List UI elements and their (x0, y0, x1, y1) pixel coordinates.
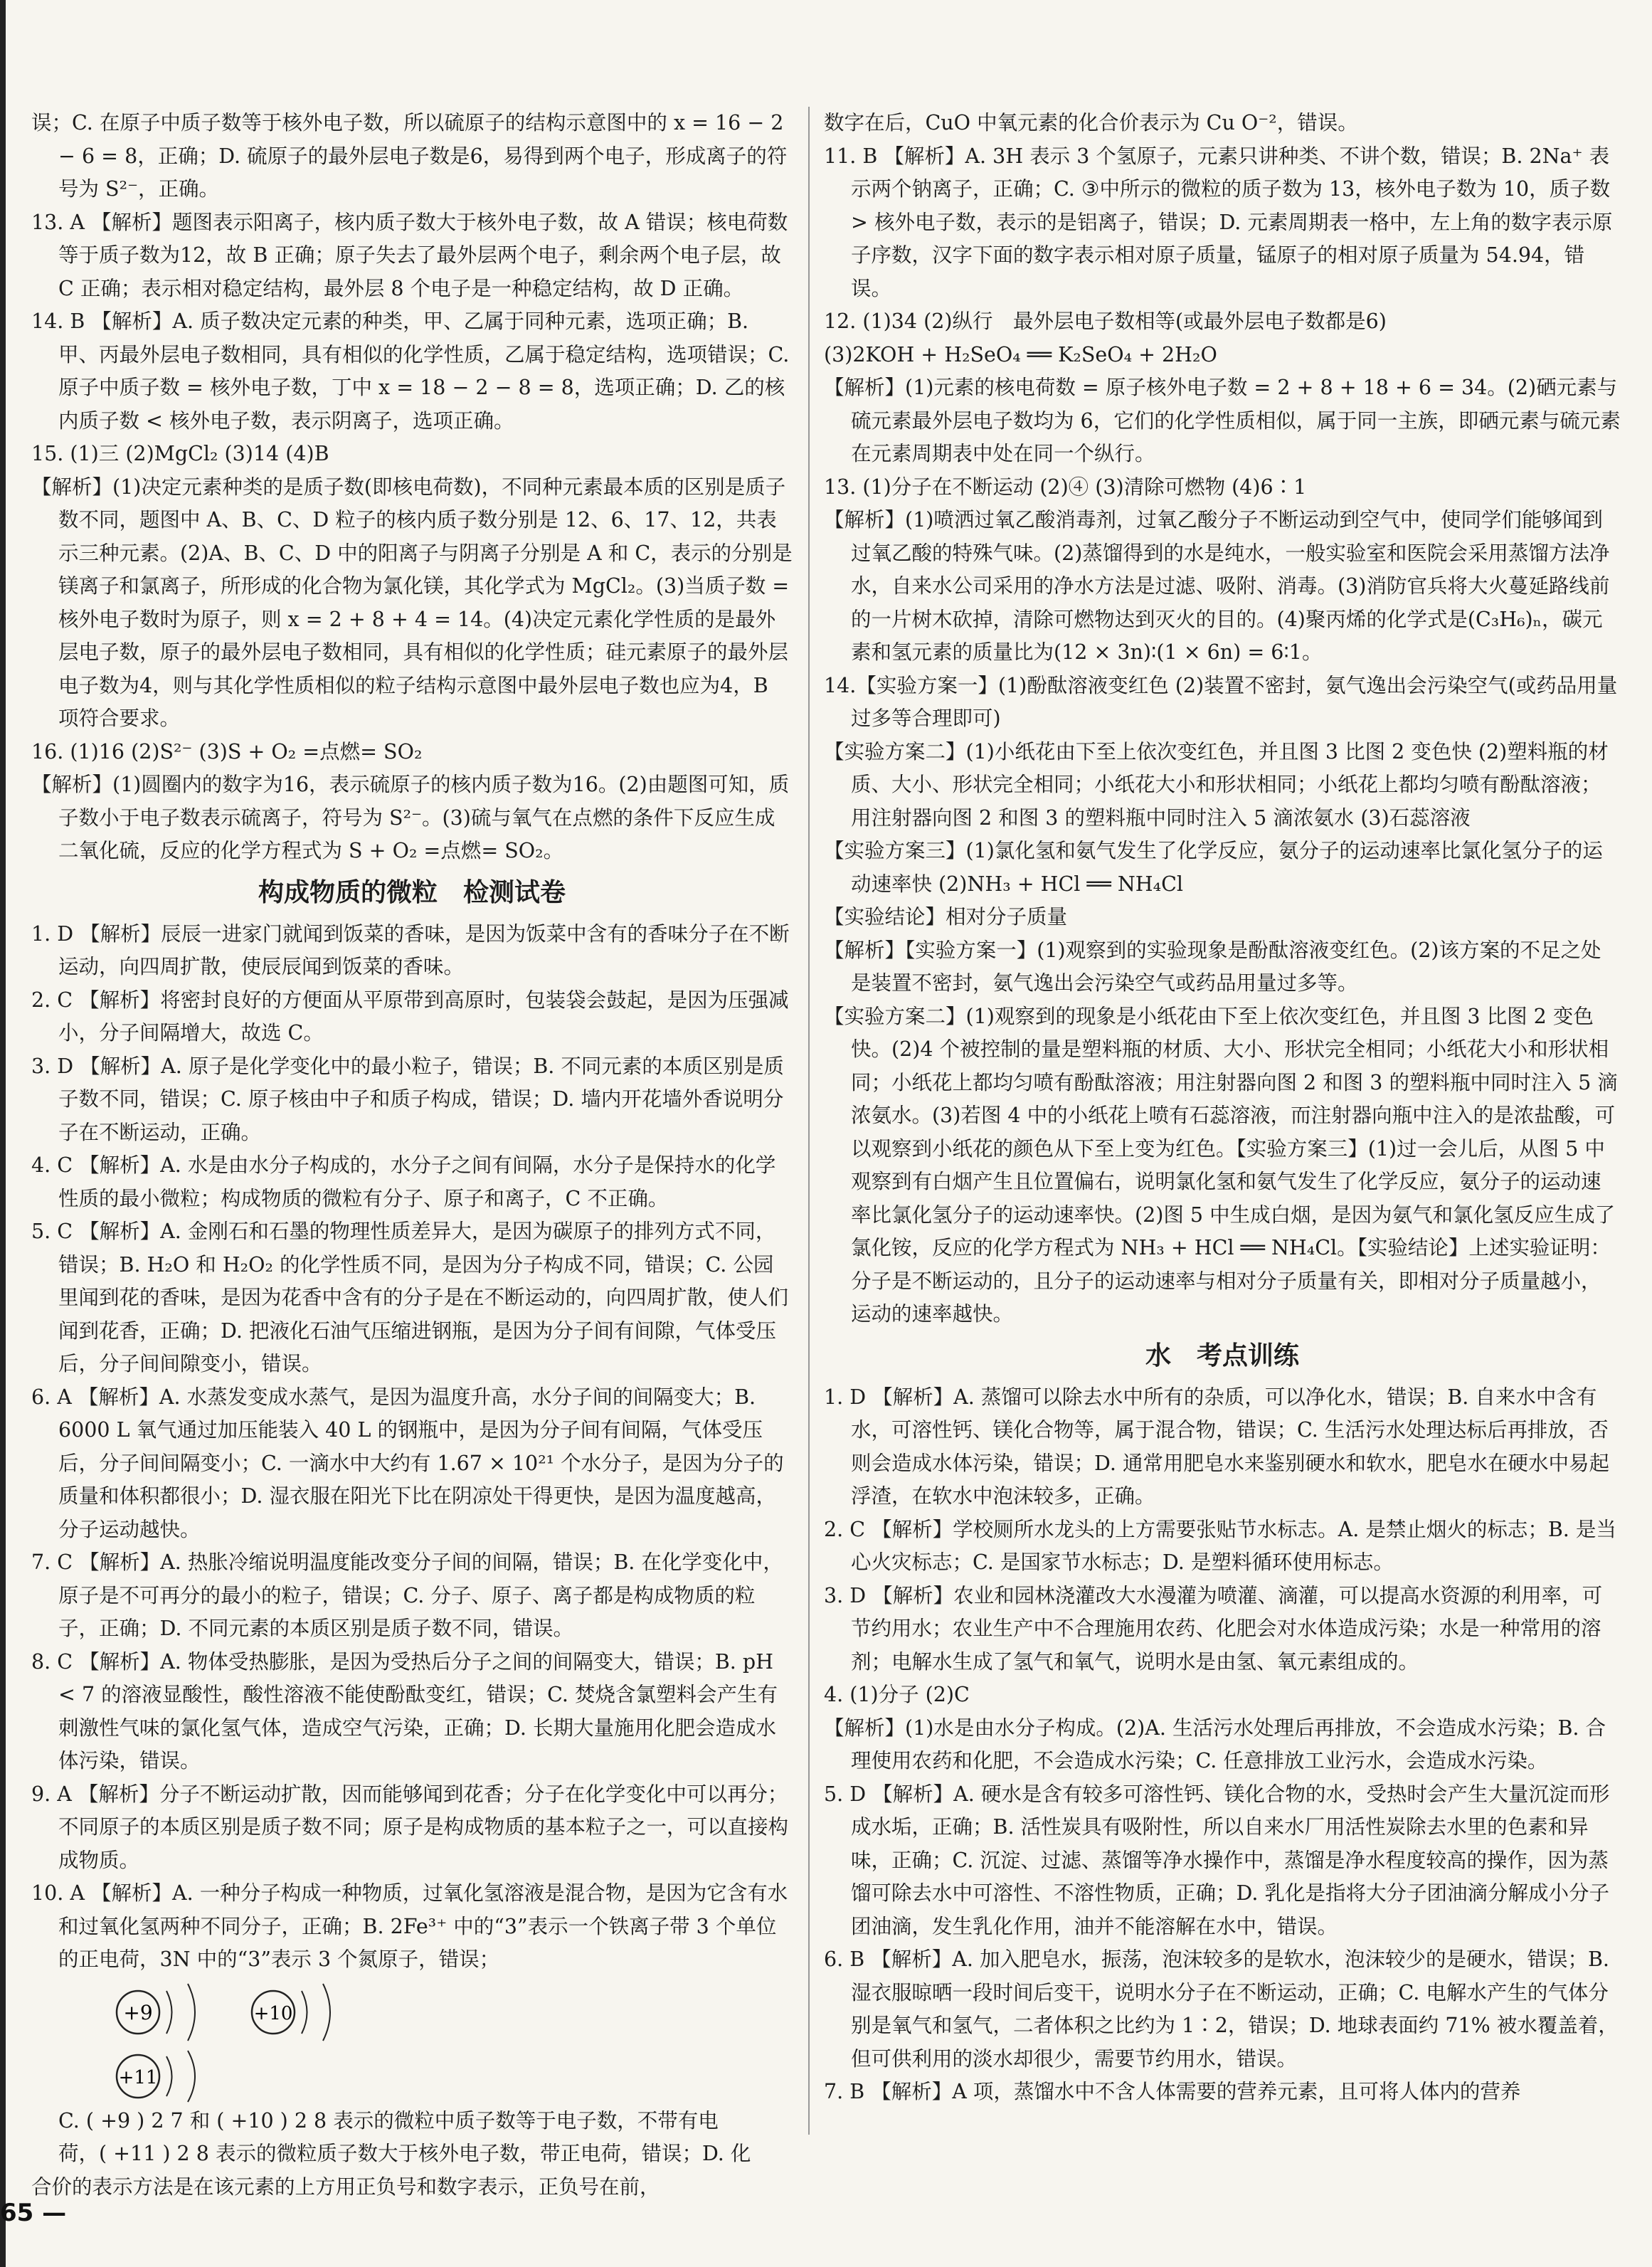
left-mid-answers (31, 918, 793, 1977)
left-top-answers (31, 107, 793, 868)
atom-diagram-a (117, 1984, 195, 2041)
section-title-water: 水 考点训练 (1145, 1341, 1299, 1370)
answer-paragraph: 13. (1)分子在不断运动 (2)④ (3)清除可燃物 (4)6∶1 (824, 475, 1307, 499)
atom-c-nucleus-label: +11 (118, 2066, 158, 2088)
answer-paragraph: (3)2KOH + H₂SeO₄ ══ K₂SeO₄ + 2H₂O (824, 342, 1217, 366)
answer-paragraph: 4. (1)分子 (2)C (824, 1683, 970, 1706)
right-top-answers (824, 107, 1621, 1331)
answer-paragraph: 【解析】【实验方案一】(1)观察到的实验现象是酚酞溶液变红色。(2)该方案的不足之处是装置不密封，氨气逸出会污染空气或药品用量过多等。 (824, 938, 1601, 995)
page-edge-bar (0, 0, 6, 2267)
answer-paragraph: 【实验结论】相对分子质量 (824, 905, 1068, 929)
answer-paragraph: 5. D 【解析】A. 硬水是含有较多可溶性钙、镁化合物的水，受热时会产生大量沉淀而形成水垢，正确；B. 活性炭具有吸附性，所以自来水厂用活性炭除去水里的色素和异味，正确；C. 沉淀、过滤、蒸馏等净水操作中，蒸馏是净水程度较高的操作，因为蒸馏可除去水中可溶性、不溶性物质，正确；D. 乳化是指将大分子团油滴分解成小分子团油滴，发生乳化作用，油并不能溶解在水中，错误。 (824, 1782, 1610, 1938)
answer-paragraph: 13. A 【解析】题图表示阳离子，核内质子数大于核外电子数，故 A 错误；核电荷数等于质子数为12，故 B 正确；原子失去了最外层两个电子，剩余两个电子层，故 C 正确；表示相对稳定结构，最外层 8 个电子是一种稳定结构，故 D 正确。 (31, 210, 788, 300)
atom-structure-diagrams (67, 1977, 793, 2105)
answer-paragraph: 4. C 【解析】A. 水是由水分子构成的，水分子之间有间隔，水分子是保持水的化学性质的最小微粒；构成物质的微粒有分子、原子和离子，C 不正确。 (31, 1153, 776, 1210)
answer-paragraph: 1. D 【解析】辰辰一进家门就闻到饭菜的香味，是因为饭菜中含有的香味分子在不断运动，向四周扩散，使辰辰闻到饭菜的香味。 (31, 921, 790, 978)
answer-paragraph: 1. D 【解析】A. 蒸馏可以除去水中所有的杂质，可以净化水，错误；B. 自来水中含有水，可溶性钙、镁化合物等，属于混合物，错误；C. 生活污水处理达标后再排放，否则会造成水体污染，错误；D. 通常用肥皂水来鉴别硬水和软水，肥皂水在硬水中易起浮渣，在软水中泡沫较多，正确。 (824, 1385, 1609, 1508)
right-column (824, 107, 1621, 2109)
answer-paragraph: 误；C. 在原子中质子数等于核外电子数，所以硫原子的结构示意图中的 x = 16 − 2 − 6 = 8，正确；D. 硫原子的最外层电子数是6，易得到两个电子，形成离子的符号为 S²⁻，正确。 (31, 111, 788, 201)
answer-paragraph: 14.【实验方案一】(1)酚酞溶液变红色 (2)装置不密封，氨气逸出会污染空气(或药品用量过多等合理即可) (824, 673, 1618, 730)
answer-paragraph: 【解析】(1)决定元素种类的是质子数(即核电荷数)，不同种元素最本质的区别是质子数不同，题图中 A、B、C、D 粒子的核内质子数分别是 12、6、17、12，共表示三种元素。(2)A、B、C、D 中的阳离子与阴离子分别是 A 和 C，表示的分别是镁离子和氯离子，所形成的化合物为氯化镁，其化学式为 MgCl₂。(3)当质子数 = 核外电子数时为原子，则 x = 2 + 8 + 4 = 14。(4)决定元素化学性质的是最外层电子数，原子的最外层电子数相同，具有相似的化学性质；硅元素原子的最外层电子数为4，则与其化学性质相似的粒子结构示意图中最外层电子数也应为4，B 项符合要求。 (31, 475, 793, 730)
answer-paragraph: 数字在后，CuO 中氧元素的化合价表示为 Cu O⁻²，错误。 (824, 111, 1358, 134)
atom-line-1: C. ( +9 ) 2 7 和 ( +10 ) 2 8 表示的微粒中质子数等于电子数，不带有电 (58, 2108, 719, 2133)
answer-paragraph: 合价的表示方法是在该元素的上方用正负号和数字表示，正负号在前， (31, 2174, 660, 2199)
answer-paragraph: 6. B 【解析】A. 加入肥皂水，振荡，泡沫较多的是软水，泡沫较少的是硬水，错误；B. 湿衣服晾晒一段时间后变干，说明水分子在不断运动，正确；C. 电解水产生的气体分别是氧气和氢气，二者体积之比约为 1∶2，错误；D. 地球表面约 71% 被水覆盖着，但可供利用的淡水却很少，需要节约用水，错误。 (824, 1948, 1619, 2071)
answer-paragraph: 2. C 【解析】学校厕所水龙头的上方需要张贴节水标志。A. 是禁止烟火的标志；B. 是当心火灾标志；C. 是国家节水标志；D. 是塑料循环使用标志。 (824, 1517, 1616, 1574)
answer-paragraph: 8. C 【解析】A. 物体受热膨胀，是因为受热后分子之间的间隔变大，错误；B. pH < 7 的溶液显酸性，酸性溶液不能使酚酞变红，错误；C. 焚烧含氯塑料会产生有刺激性气味的氯化氢气体，造成空气污染，正确；D. 长期大量施用化肥会造成水体污染，错误。 (31, 1649, 778, 1772)
atom-b-nucleus-label: +10 (253, 2002, 293, 2024)
atom-diagram-b (252, 1984, 330, 2041)
atom-diagrams (31, 1977, 793, 2105)
column-divider (808, 107, 810, 2135)
atom-line-2: 荷，( +11 ) 2 8 表示的微粒质子数大于核外电子数，带正电荷，错误；D. 化 (58, 2142, 751, 2165)
section-title-particles: 构成物质的微粒 检测试卷 (258, 877, 566, 907)
answer-paragraph: 11. B 【解析】A. 3H 表示 3 个氢原子，元素只讲种类、不讲个数，错误；B. 2Na⁺ 表示两个钠离子，正确；C. ③中所示的微粒的质子数为 13，核外电子数为 10，质子数 > 核外电子数，表示的是铝离子，错误；D. 元素周期表一格中，左上角的数字表示原子序数，汉字下面的数字表示相对原子质量，锰原子的相对原子质量为 54.94，错误。 (824, 144, 1613, 300)
answer-paragraph: 【解析】(1)喷洒过氧乙酸消毒剂，过氧乙酸分子不断运动到空气中，使同学们能够闻到过氧乙酸的特殊气味。(2)蒸馏得到的水是纯水，一般实验室和医院会采用蒸馏方法净水，自来水公司采用的净水方法是过滤、吸附、消毒。(3)消防官兵将大火蔓延路线前的一片树木砍掉，清除可燃物达到灭火的目的。(4)聚丙烯的化学式是(C₃H₆)ₙ，碳元素和氢元素的质量比为(12 × 3n)∶(1 × 6n) = 6∶1。 (824, 508, 1610, 664)
answer-paragraph: 【解析】(1)圆圈内的数字为16，表示硫原子的核内质子数为16。(2)由题图可知，质子数小于电子数表示硫离子，符号为 S²⁻。(3)硫与氧气在点燃的条件下反应生成二氧化硫，反应的化学方程式为 S + O₂ =点燃= SO₂。 (31, 773, 790, 862)
answer-paragraph: 【实验方案二】(1)观察到的现象是小纸花由下至上依次变红色，并且图 3 比图 2 变色快。(2)4 个被控制的量是塑料瓶的材质、大小、形状完全相同；小纸花大小和形状相同；小纸花上都均匀喷有酚酞溶液；用注射器向图 2 和图 3 的塑料瓶中同时注入 5 滴浓氨水。(3)若图 4 中的小纸花上喷有石蕊溶液，而注射器向瓶中注入的是浓盐酸，可以观察到小纸花的颜色从下至上变为红色。【实验方案三】(1)过一会儿后，从图 5 中观察到有白烟产生且位置偏右，说明氯化氢和氨气发生了化学反应，氨分子的运动速率比氯化氢分子的运动速率快。(2)图 5 中生成白烟，是因为氨气和氯化氢反应生成了氯化铵，反应的化学方程式为 NH₃ + HCl ══ NH₄Cl。【实验结论】上述实验证明：分子是不断运动的，且分子的运动速率与相对分子质量有关，即相对分子质量越小，运动的速率越快。 (824, 1004, 1618, 1326)
answer-paragraph: 12. (1)34 (2)纵行 最外层电子数相等(或最外层电子数都是6) (824, 310, 1387, 333)
answer-paragraph: 7. B 【解析】A 项，蒸馏水中不含人体需要的营养元素，且可将人体内的营养 (824, 2080, 1521, 2103)
page-number: 65 — (0, 2199, 67, 2227)
answer-paragraph: 9. A 【解析】分子不断运动扩散，因而能够闻到花香；分子在化学变化中可以再分；不同原子的本质区别是质子数不同；原子是构成物质的基本粒子之一，可以直接构成物质。 (31, 1782, 789, 1872)
answer-paragraph: 10. A 【解析】A. 一种分子构成一种物质，过氧化氢溶液是混合物，是因为它含有水和过氧化氢两种不同分子，正确；B. 2Fe³⁺ 中的“3”表示一个铁离子带 3 个单位的正电荷，3N 中的“3”表示 3 个氮原子，错误； (31, 1881, 788, 1971)
right-bottom-answers (824, 1381, 1621, 2109)
answer-paragraph: 【解析】(1)水是由水分子构成。(2)A. 生活污水处理后再排放，不会造成水污染；B. 合理使用农药和化肥，不会造成水污染；C. 任意排放工业污水，会造成水污染。 (824, 1716, 1606, 1772)
answer-paragraph: 7. C 【解析】A. 热胀冷缩说明温度能改变分子间的间隔，错误；B. 在化学变化中，原子是不可再分的最小的粒子，错误；C. 分子、原子、离子都是构成物质的粒子，正确；D. 不同元素的本质区别是质子数不同，错误。 (31, 1550, 783, 1640)
answer-paragraph: 2. C 【解析】将密封良好的方便面从平原带到高原时，包装袋会鼓起，是因为压强减小，分子间隔增大，故选 C。 (31, 988, 789, 1045)
answer-paragraph: 16. (1)16 (2)S²⁻ (3)S + O₂ =点燃= SO₂ (31, 739, 423, 763)
left-end-answers (31, 2171, 793, 2204)
answer-paragraph: 6. A 【解析】A. 水蒸发变成水蒸气，是因为温度升高，水分子间的间隔变大；B. 6000 L 氧气通过加压能装入 40 L 的钢瓶中，是因为分子间有间隔，气体受压后，分子间间隔变小；C. 一滴水中大约有 1.67 × 10²¹ 个水分子，是因为分子的质量和体积都很小；D. 湿衣服在阳光下比在阴凉处干得更快，是因为温度越高，分子运动越快。 (31, 1385, 784, 1541)
answer-paragraph: 3. D 【解析】农业和园林浇灌改大水漫灌为喷灌、滴灌，可以提高水资源的利用率，可节约用水；农业生产中不合理施用农药、化肥会对水体造成污染；水是一种常用的溶剂；电解水生成了氢气和氧气，说明水是由氢、氧元素组成的。 (824, 1583, 1603, 1674)
answer-paragraph: 14. B 【解析】A. 质子数决定元素的种类，甲、乙属于同种元素，选项正确；B. 甲、丙最外层电子数相同，具有相似的化学性质，乙属于稳定结构，选项错误；C. 原子中质子数 = 核外电子数，丁中 x = 18 − 2 − 8 = 8，选项正确；D. 乙的核内质子数 < 核外电子数，表示阴离子，选项正确。 (31, 310, 790, 433)
answer-paragraph: 【实验方案二】(1)小纸花由下至上依次变红色，并且图 3 比图 2 变色快 (2)塑料瓶的材质、大小、形状完全相同；小纸花大小和形状相同；小纸花上都均匀喷有酚酞溶液；用注射器向图 2 和图 3 的塑料瓶中同时注入 5 滴浓氨水 (3)石蕊溶液 (824, 739, 1609, 830)
answer-paragraph: 15. (1)三 (2)MgCl₂ (3)14 (4)B (31, 442, 329, 465)
atom-a-nucleus-label: +9 (123, 2000, 153, 2024)
answer-paragraph: 5. C 【解析】A. 金刚石和石墨的物理性质差异大，是因为碳原子的排列方式不同，错误；B. H₂O 和 H₂O₂ 的化学性质不同，是因为分子构成不同，错误；C. 公园里闻到花的香味，是因为花香中含有的分子是在不断运动的，向四周扩散，使人们闻到花香，正确；D. 把液化石油气压缩进钢瓶，是因为分子间有间隙，气体受压后，分子间间隙变小，错误。 (31, 1220, 789, 1375)
answer-paragraph: 3. D 【解析】A. 原子是化学变化中的最小粒子，错误；B. 不同元素的本质区别是质子数不同，错误；C. 原子核由中子和质子构成，错误；D. 墙内开花墙外香说明分子在不断运动，正确。 (31, 1054, 784, 1144)
answer-paragraph: 【解析】(1)元素的核电荷数 = 原子核外电子数 = 2 + 8 + 18 + 6 = 34。(2)硒元素与硫元素最外层电子数均为 6，它们的化学性质相似，属于同一主族，即硒元素与硫元素在元素周期表中处在同一个纵行。 (824, 376, 1621, 465)
left-column (31, 107, 793, 2204)
answer-paragraph: 【实验方案三】(1)氯化氢和氨气发生了化学反应，氨分子的运动速率比氯化氢分子的运动速率快 (2)NH₃ + HCl ══ NH₄Cl (824, 839, 1603, 896)
atom-diagram-c (117, 2051, 195, 2102)
